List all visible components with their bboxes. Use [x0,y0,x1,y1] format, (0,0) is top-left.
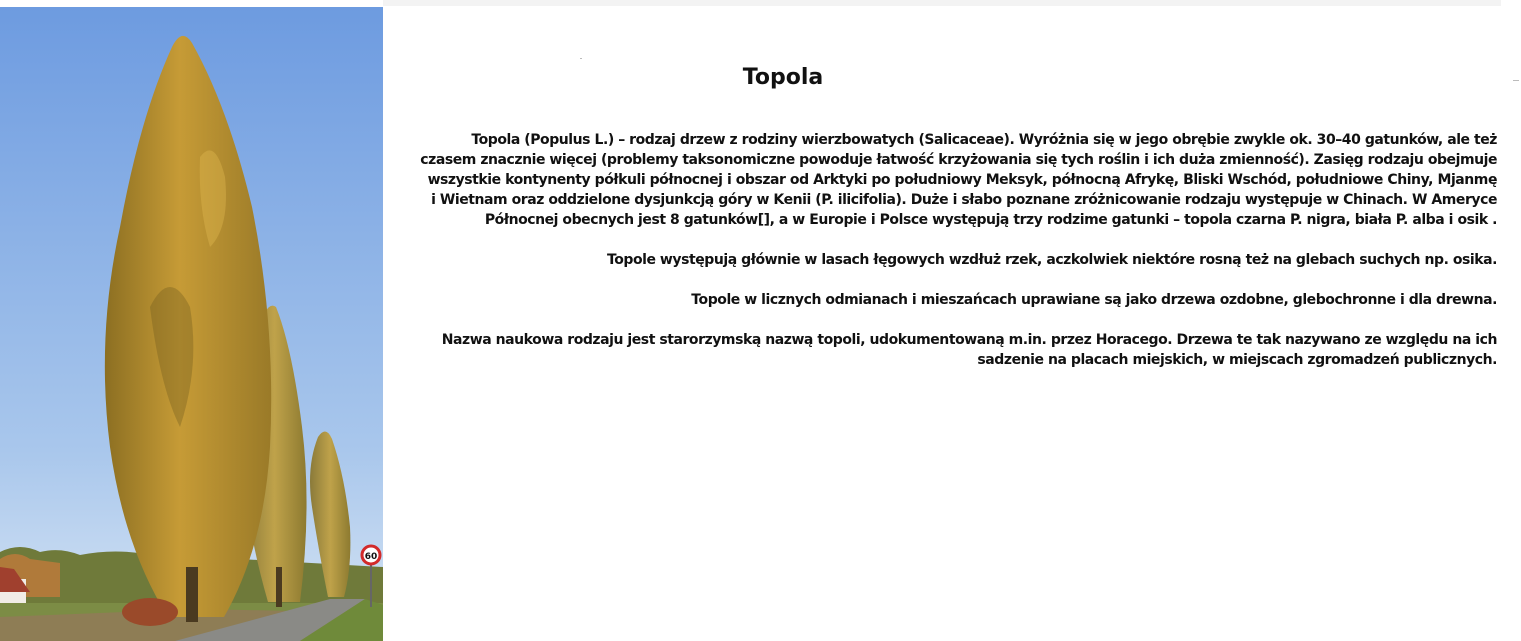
speed-sign-label: 60 [364,552,378,562]
paragraph-cultivation: Topole w licznych odmianach i mieszańcach uprawiane są jako drzewa ozdobne, glebochronne i dla drewna. [691,292,1497,308]
stray-dot [580,58,582,59]
stray-mark [1513,80,1519,81]
page-title-text: Topola [742,65,824,90]
poplar-photo-svg [0,7,383,641]
paragraph-etymology: Nazwa naukowa rodzaju jest starorzymską nazwą topoli, udokumentowaną m.in. przez Horacego. Drzewa te tak nazywano ze względu na ich sadzenie na placach miejskich, w miejscach zgromadzeń publicznych. [441,332,1497,368]
top-strip [383,0,1501,6]
article-body [420,130,1497,390]
paragraph-intro: Topola (Populus L.) – rodzaj drzew z rodziny wierzbowatych (Salicaceae). Wyróżnia się w jego obrębie zwykle ok. 30–40 gatunków, ale też czasem znacznie więcej (problemy taksonomiczne powoduje łatwość krzyżowania się tych roślin i ich duża zmienność). Zasięg rodzaju obejmuje wszystkie kontynenty półkuli północnej i obszar od Arktyki po południowy Meksyk, północną Afrykę, Bliski Wschód, południowe Chiny, Mjanmę i Wietnam oraz oddzielone dysjunkcją góry w Kenii (P. ilicifolia). Duże i słabo poznane zróżnicowanie rodzaju występuje w Chinach. W Ameryce Północnej obecnych jest 8 gatunków[], a w Europie i Polsce występują trzy rodzime gatunki – topola czarna P. nigra, biała P. alba i osik . [420,132,1497,228]
poplar-photo [0,7,383,641]
paragraph-habitat: Topole występują głównie w lasach łęgowych wzdłuż rzek, aczkolwiek niektóre rosną też na glebach suchych np. osika. [606,252,1497,268]
